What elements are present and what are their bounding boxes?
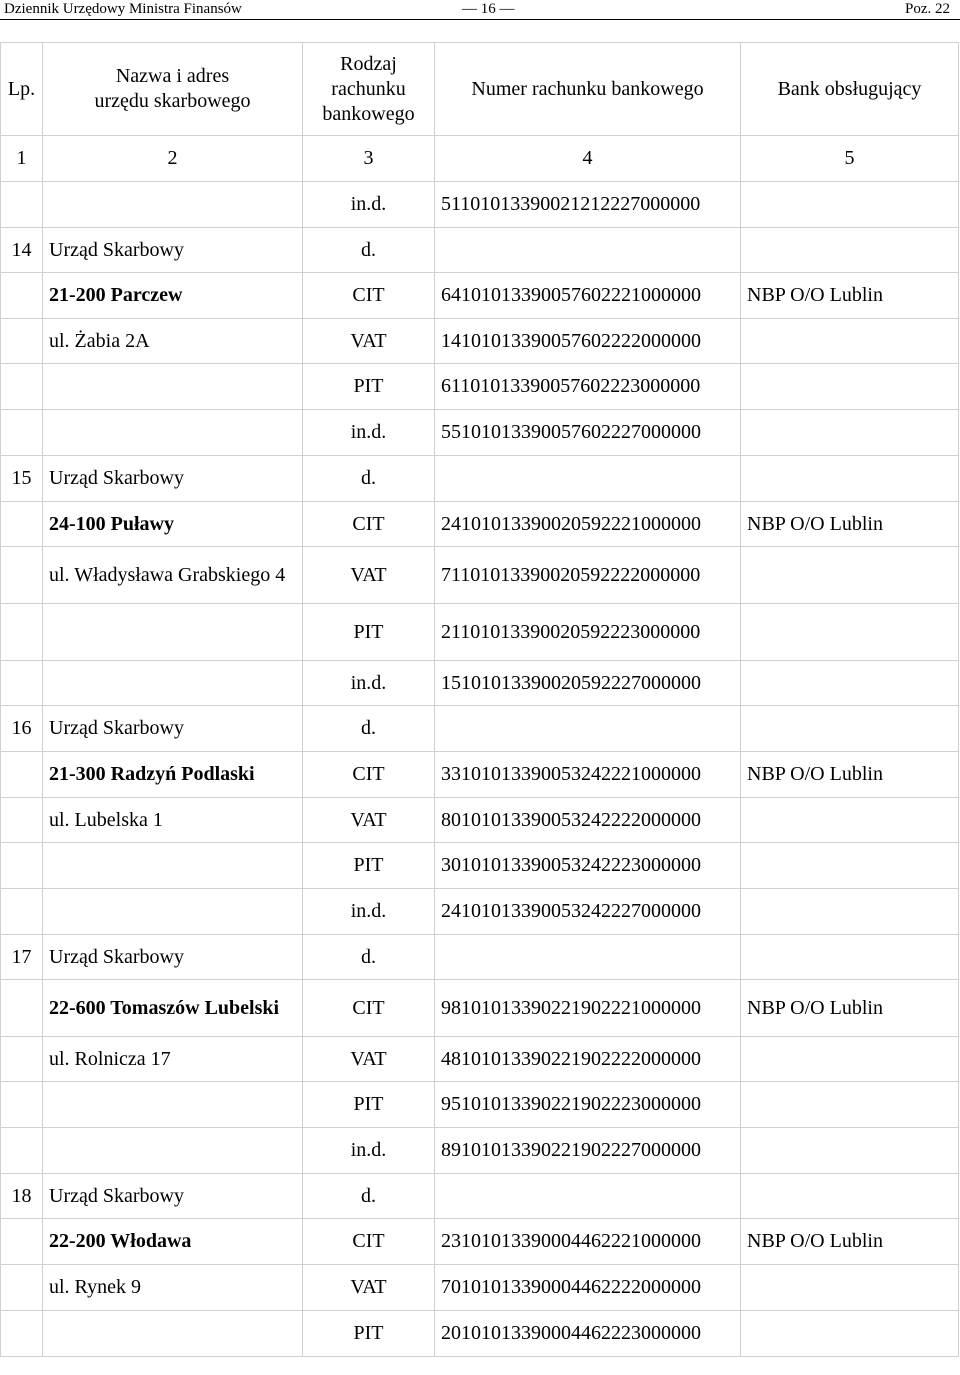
lp-cell xyxy=(1,1128,43,1174)
office-name-cell: Urząd Skarbowy xyxy=(43,935,303,980)
page-number: — 16 — xyxy=(462,1,515,17)
table-row xyxy=(1,843,959,889)
bank-name-cell: NBP O/O Lublin xyxy=(741,273,959,319)
account-number-cell: 30101013390053242223000000 xyxy=(435,843,741,889)
account-type-cell: d. xyxy=(303,456,435,502)
lp-cell: 17 xyxy=(1,935,43,980)
account-type-cell: VAT xyxy=(303,547,435,604)
office-name-cell: ul. Rolnicza 17 xyxy=(43,1037,303,1082)
office-name-cell xyxy=(43,604,303,661)
account-number-cell: 48101013390221902222000000 xyxy=(435,1037,741,1082)
account-type-cell: VAT xyxy=(303,1265,435,1311)
table-row xyxy=(1,1265,959,1311)
bank-name-cell xyxy=(741,604,959,661)
office-name-cell xyxy=(43,364,303,410)
page-header xyxy=(0,0,960,20)
bank-name-cell xyxy=(741,1311,959,1357)
lp-cell xyxy=(1,1082,43,1128)
lp-cell xyxy=(1,889,43,935)
account-type-cell: PIT xyxy=(303,843,435,889)
table-header-row xyxy=(1,43,959,136)
account-type-cell: in.d. xyxy=(303,889,435,935)
bank-name-cell xyxy=(741,319,959,364)
table-row xyxy=(1,798,959,843)
bank-name-cell xyxy=(741,182,959,228)
lp-cell xyxy=(1,502,43,547)
account-type-cell: d. xyxy=(303,1174,435,1219)
table-row xyxy=(1,182,959,228)
lp-cell: 15 xyxy=(1,456,43,502)
account-number-cell xyxy=(435,1174,741,1219)
account-number-cell xyxy=(435,456,741,502)
account-type-cell: in.d. xyxy=(303,661,435,706)
bank-name-cell xyxy=(741,410,959,456)
office-name-cell: 22-200 Włodawa xyxy=(43,1219,303,1265)
table-row xyxy=(1,1037,959,1082)
lp-cell: 18 xyxy=(1,1174,43,1219)
account-type-cell: PIT xyxy=(303,604,435,661)
account-type-cell: CIT xyxy=(303,752,435,798)
account-number-cell: 15101013390020592227000000 xyxy=(435,661,741,706)
lp-cell xyxy=(1,1265,43,1311)
table-row xyxy=(1,1219,959,1265)
lp-cell xyxy=(1,798,43,843)
account-type-cell: VAT xyxy=(303,1037,435,1082)
table-row xyxy=(1,604,959,661)
lp-cell xyxy=(1,1219,43,1265)
bank-name-cell xyxy=(741,889,959,935)
bank-name-cell xyxy=(741,1174,959,1219)
account-number-cell xyxy=(435,228,741,273)
table-row xyxy=(1,364,959,410)
account-type-cell: d. xyxy=(303,228,435,273)
account-number-cell: 89101013390221902227000000 xyxy=(435,1128,741,1174)
journal-title: Dziennik Urzędowy Ministra Finansów xyxy=(4,1,242,17)
account-number-cell: 80101013390053242222000000 xyxy=(435,798,741,843)
account-type-cell: d. xyxy=(303,706,435,752)
table-row xyxy=(1,410,959,456)
lp-cell xyxy=(1,547,43,604)
table-row xyxy=(1,661,959,706)
table-row xyxy=(1,502,959,547)
bank-name-cell xyxy=(741,456,959,502)
account-type-cell: PIT xyxy=(303,364,435,410)
bank-name-cell xyxy=(741,935,959,980)
account-number-cell: 70101013390004462222000000 xyxy=(435,1265,741,1311)
lp-cell xyxy=(1,1311,43,1357)
office-name-cell: ul. Rynek 9 xyxy=(43,1265,303,1311)
account-number-cell xyxy=(435,935,741,980)
col-number: 1 xyxy=(1,136,43,182)
lp-cell xyxy=(1,364,43,410)
col-header-lp: Lp. xyxy=(1,43,43,136)
office-name-cell: ul. Władysława Grabskiego 4 xyxy=(43,547,303,604)
table-row xyxy=(1,1082,959,1128)
col-number: 4 xyxy=(435,136,741,182)
lp-cell xyxy=(1,980,43,1037)
account-type-cell: d. xyxy=(303,935,435,980)
account-number-cell: 71101013390020592222000000 xyxy=(435,547,741,604)
office-name-cell xyxy=(43,843,303,889)
account-type-cell: in.d. xyxy=(303,410,435,456)
table-row xyxy=(1,706,959,752)
lp-cell xyxy=(1,182,43,228)
bank-name-cell xyxy=(741,1265,959,1311)
account-type-cell: CIT xyxy=(303,980,435,1037)
account-number-cell: 24101013390053242227000000 xyxy=(435,889,741,935)
bank-name-cell xyxy=(741,798,959,843)
office-name-cell xyxy=(43,1311,303,1357)
lp-cell xyxy=(1,843,43,889)
account-type-cell: CIT xyxy=(303,273,435,319)
office-name-cell: Urząd Skarbowy xyxy=(43,456,303,502)
col-header-type: Rodzaj rachunku bankowego xyxy=(303,43,435,136)
bank-name-cell xyxy=(741,1037,959,1082)
account-number-cell: 20101013390004462223000000 xyxy=(435,1311,741,1357)
office-name-cell xyxy=(43,889,303,935)
office-name-cell: 21-300 Radzyń Podlaski xyxy=(43,752,303,798)
table-row xyxy=(1,889,959,935)
account-number-cell: 24101013390020592221000000 xyxy=(435,502,741,547)
account-type-cell: in.d. xyxy=(303,1128,435,1174)
position-number: Poz. 22 xyxy=(905,1,950,17)
office-name-cell: 24-100 Puławy xyxy=(43,502,303,547)
account-type-cell: CIT xyxy=(303,1219,435,1265)
lp-cell: 16 xyxy=(1,706,43,752)
account-number-cell: 51101013390021212227000000 xyxy=(435,182,741,228)
bank-name-cell xyxy=(741,547,959,604)
table-row xyxy=(1,1311,959,1357)
bank-name-cell xyxy=(741,1128,959,1174)
bank-name-cell xyxy=(741,706,959,752)
bank-name-cell: NBP O/O Lublin xyxy=(741,980,959,1037)
account-type-cell: in.d. xyxy=(303,182,435,228)
table-row xyxy=(1,1174,959,1219)
office-name-cell xyxy=(43,1082,303,1128)
table-row xyxy=(1,980,959,1037)
account-number-cell: 61101013390057602223000000 xyxy=(435,364,741,410)
table-row xyxy=(1,935,959,980)
col-number: 3 xyxy=(303,136,435,182)
office-name-cell xyxy=(43,661,303,706)
account-number-cell: 55101013390057602227000000 xyxy=(435,410,741,456)
table-row xyxy=(1,547,959,604)
table-row xyxy=(1,319,959,364)
table-row xyxy=(1,752,959,798)
bank-name-cell xyxy=(741,843,959,889)
bank-name-cell xyxy=(741,228,959,273)
lp-cell xyxy=(1,1037,43,1082)
lp-cell xyxy=(1,410,43,456)
account-type-cell: CIT xyxy=(303,502,435,547)
table-row xyxy=(1,456,959,502)
bank-accounts-table xyxy=(0,42,959,1357)
header-rule xyxy=(0,19,960,20)
account-number-cell xyxy=(435,706,741,752)
col-number: 5 xyxy=(741,136,959,182)
account-number-cell: 98101013390221902221000000 xyxy=(435,980,741,1037)
account-number-cell: 21101013390020592223000000 xyxy=(435,604,741,661)
lp-cell: 14 xyxy=(1,228,43,273)
office-name-cell xyxy=(43,1128,303,1174)
lp-cell xyxy=(1,661,43,706)
account-number-cell: 33101013390053242221000000 xyxy=(435,752,741,798)
table-body xyxy=(1,182,959,1357)
col-header-name: Nazwa i adres urzędu skarbowego xyxy=(43,43,303,136)
column-numbers-row xyxy=(1,136,959,182)
office-name-cell: ul. Lubelska 1 xyxy=(43,798,303,843)
table-row xyxy=(1,228,959,273)
lp-cell xyxy=(1,319,43,364)
bank-name-cell xyxy=(741,1082,959,1128)
table-row xyxy=(1,1128,959,1174)
account-type-cell: VAT xyxy=(303,319,435,364)
office-name-cell: ul. Żabia 2A xyxy=(43,319,303,364)
office-name-cell: Urząd Skarbowy xyxy=(43,706,303,752)
account-type-cell: PIT xyxy=(303,1082,435,1128)
office-name-cell xyxy=(43,410,303,456)
lp-cell xyxy=(1,604,43,661)
account-type-cell: PIT xyxy=(303,1311,435,1357)
account-number-cell: 64101013390057602221000000 xyxy=(435,273,741,319)
office-name-cell xyxy=(43,182,303,228)
table-row xyxy=(1,273,959,319)
bank-name-cell xyxy=(741,364,959,410)
bank-name-cell xyxy=(741,661,959,706)
lp-cell xyxy=(1,752,43,798)
bank-name-cell: NBP O/O Lublin xyxy=(741,752,959,798)
account-type-cell: VAT xyxy=(303,798,435,843)
account-number-cell: 14101013390057602222000000 xyxy=(435,319,741,364)
office-name-cell: 21-200 Parczew xyxy=(43,273,303,319)
account-number-cell: 95101013390221902223000000 xyxy=(435,1082,741,1128)
bank-name-cell: NBP O/O Lublin xyxy=(741,502,959,547)
office-name-cell: 22-600 Tomaszów Lubelski xyxy=(43,980,303,1037)
col-number: 2 xyxy=(43,136,303,182)
col-header-bank: Bank obsługujący xyxy=(741,43,959,136)
office-name-cell: Urząd Skarbowy xyxy=(43,1174,303,1219)
lp-cell xyxy=(1,273,43,319)
office-name-cell: Urząd Skarbowy xyxy=(43,228,303,273)
col-header-account: Numer rachunku bankowego xyxy=(435,43,741,136)
account-number-cell: 23101013390004462221000000 xyxy=(435,1219,741,1265)
bank-name-cell: NBP O/O Lublin xyxy=(741,1219,959,1265)
